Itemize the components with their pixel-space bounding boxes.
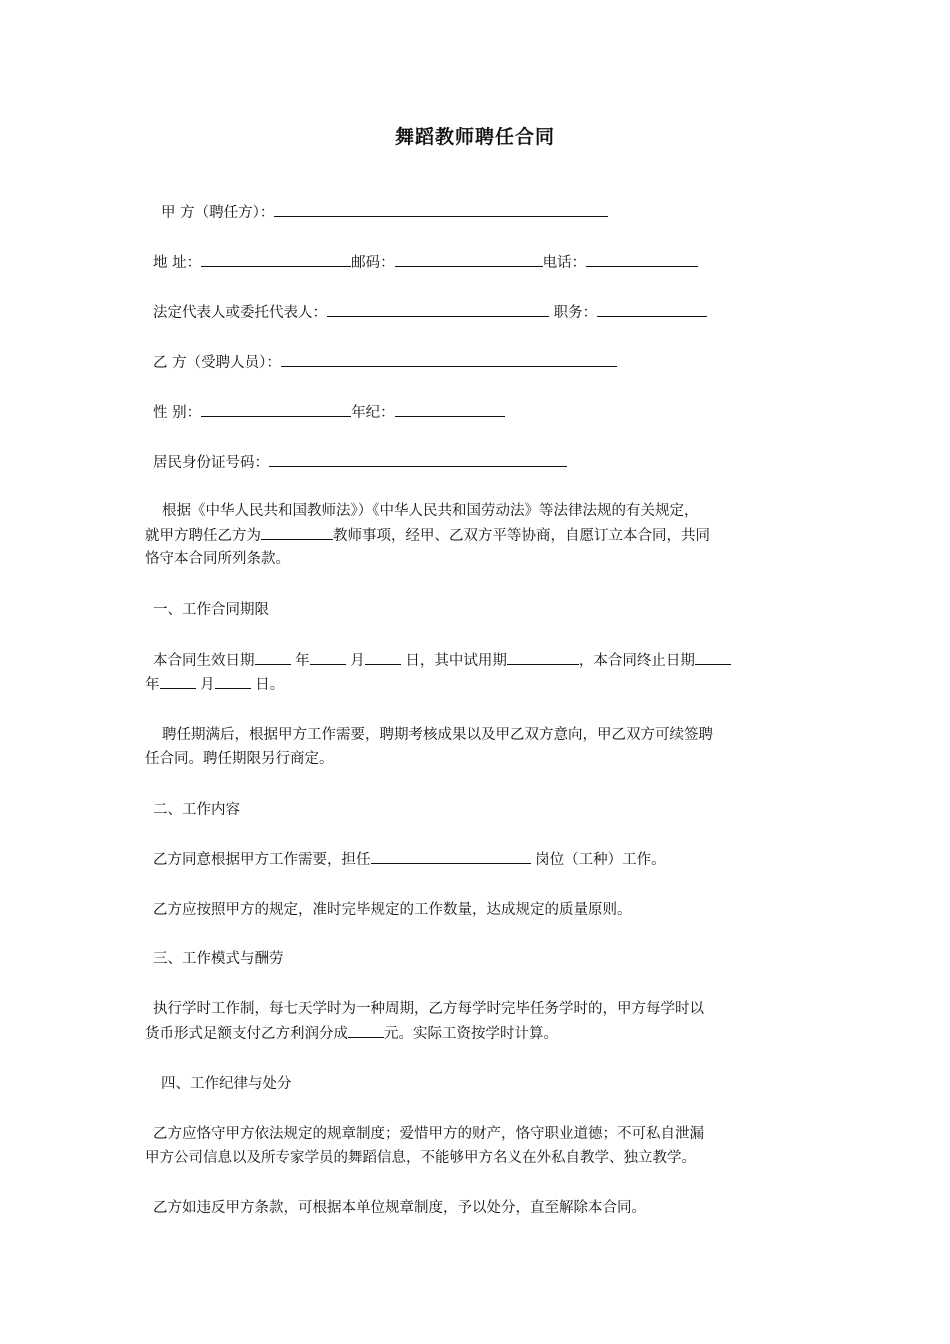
section-2-heading: 二、工作内容 <box>153 802 240 818</box>
postcode-blank[interactable] <box>395 250 543 267</box>
party-a-blank[interactable] <box>274 200 608 217</box>
legal-rep-label: 法定代表人或委托代表人： <box>153 305 327 321</box>
work-line-2: 乙方应按照甲方的规定，准时完毕规定的工作数量，达成规定的质量原则。 <box>153 902 632 918</box>
phone-label: 电话： <box>542 255 587 271</box>
party-b-blank[interactable] <box>281 350 617 367</box>
year-label: 年 <box>295 653 310 669</box>
end-day-label: 日。 <box>255 677 285 693</box>
start-month-blank[interactable] <box>310 648 346 665</box>
probation-blank[interactable] <box>507 648 579 665</box>
pay-line-2 <box>145 1021 805 1046</box>
work-line-1 <box>153 847 813 872</box>
position-label: 职务： <box>553 305 598 321</box>
month-label: 月 <box>350 653 365 669</box>
discipline-line-2: 甲方公司信息以及所专家学员的舞蹈信息，不能够甲方名义在外私自教学、独立教学。 <box>145 1150 696 1166</box>
pay-text-b: 元。实际工资按学时计算。 <box>384 1026 558 1042</box>
intro-line-1: 根据《中华人民共和国教师法》）《中华人民共和国劳动法》等法律法规的有关规定， <box>162 503 699 519</box>
start-year-blank[interactable] <box>255 648 291 665</box>
address-blank[interactable] <box>201 250 351 267</box>
phone-blank[interactable] <box>586 250 698 267</box>
discipline-line-3: 乙方如违反甲方条款，可根据本单位规章制度，予以处分，直至解除本合同。 <box>153 1200 646 1216</box>
party-b-line <box>153 350 813 375</box>
age-blank[interactable] <box>395 400 505 417</box>
id-line <box>153 450 813 475</box>
age-label: 年纪： <box>351 405 395 421</box>
pay-line-1: 执行学时工作制，每七天学时为一种周期，乙方每学时完毕任务学时的，甲方每学时以 <box>153 1001 704 1017</box>
gender-blank[interactable] <box>201 400 351 417</box>
work-text-a: 乙方同意根据甲方工作需要，担任 <box>153 852 371 868</box>
end-year-label: 年 <box>145 677 160 693</box>
section-4-heading: 四、工作纪律与处分 <box>161 1076 292 1092</box>
party-a-line <box>161 200 821 225</box>
term-end-label: ，本合同终止日期 <box>578 653 695 669</box>
intro-text-b: 教师事项，经甲、乙双方平等协商，自愿订立本合同，共同 <box>333 528 710 544</box>
legal-rep-line <box>153 300 813 325</box>
teacher-type-blank[interactable] <box>261 523 333 540</box>
legal-rep-blank[interactable] <box>327 300 549 317</box>
discipline-line-1: 乙方应恪守甲方依法规定的规章制度；爱惜甲方的财产，恪守职业道德；不可私自泄漏 <box>153 1126 704 1142</box>
section-1-heading: 一、工作合同期限 <box>153 602 269 618</box>
post-blank[interactable] <box>371 847 531 864</box>
end-month-blank[interactable] <box>160 672 196 689</box>
position-blank[interactable] <box>597 300 707 317</box>
probation-label: 日，其中试用期 <box>405 653 507 669</box>
pay-text-a: 货币形式足额支付乙方利润分成 <box>145 1026 348 1042</box>
end-year-blank[interactable] <box>695 648 731 665</box>
renew-line-1: 聘任期满后，根据甲方工作需要，聘期考核成果以及甲乙双方意向，甲乙双方可续签聘 <box>162 727 713 743</box>
address-label: 地 址： <box>153 255 202 271</box>
renew-line-2: 任合同。聘任期限另行商定。 <box>145 751 334 767</box>
document-title: 舞蹈教师聘任合同 <box>394 126 555 148</box>
intro-line-3: 恪守本合同所列条款。 <box>145 551 290 567</box>
intro-line-2 <box>145 523 805 548</box>
address-line <box>153 250 813 275</box>
term-line-2 <box>145 672 805 697</box>
id-label: 居民身份证号码： <box>153 455 269 471</box>
pay-amount-blank[interactable] <box>348 1021 384 1038</box>
gender-line <box>153 400 813 425</box>
start-day-blank[interactable] <box>365 648 401 665</box>
term-start-label: 本合同生效日期 <box>153 653 255 669</box>
party-a-label: 甲 方（聘任方）： <box>161 205 275 221</box>
term-line-1 <box>153 648 813 673</box>
end-day-blank[interactable] <box>215 672 251 689</box>
party-b-label: 乙 方（受聘人员）： <box>153 355 281 371</box>
id-blank[interactable] <box>269 450 567 467</box>
work-text-b: 岗位（工种）工作。 <box>535 852 666 868</box>
section-3-heading: 三、工作模式与酬劳 <box>153 951 284 967</box>
end-month-label: 月 <box>200 677 215 693</box>
gender-label: 性 别： <box>153 405 202 421</box>
intro-text-a: 就甲方聘任乙方为 <box>145 528 261 544</box>
postcode-label: 邮码： <box>351 255 395 271</box>
